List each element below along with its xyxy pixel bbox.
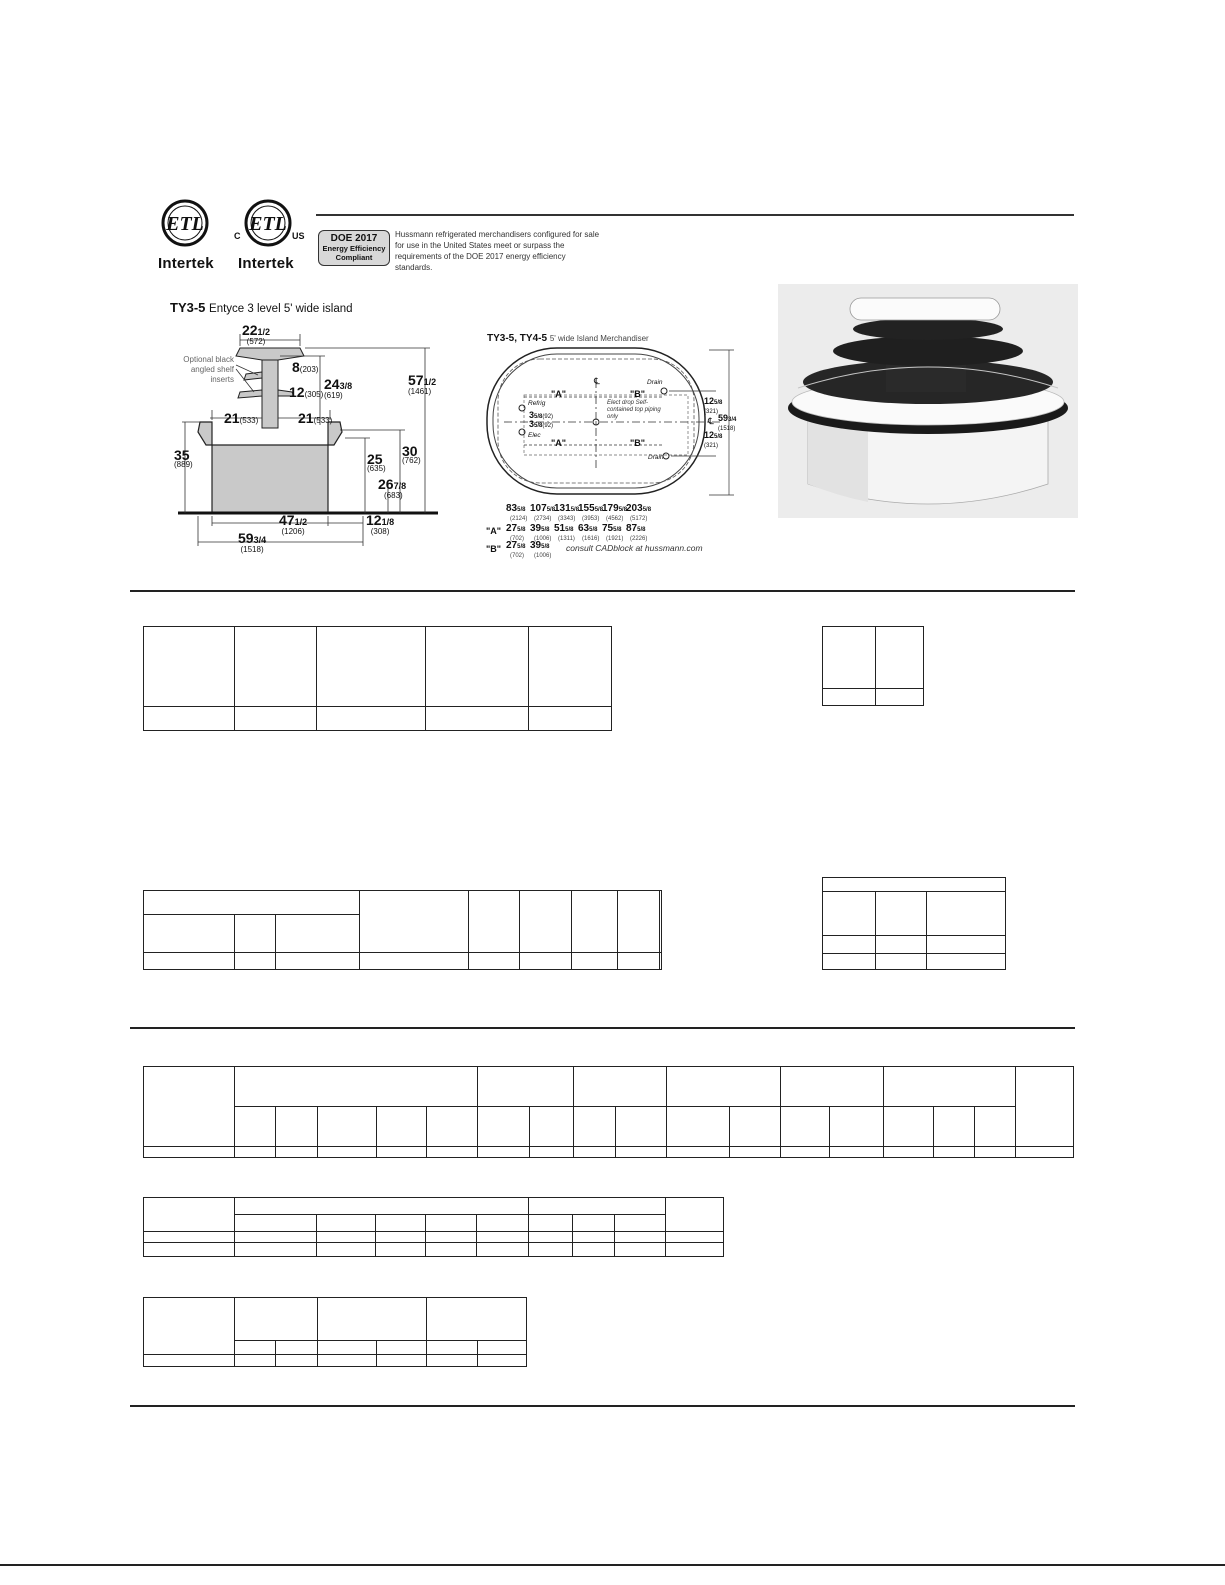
dim-right-shelf: 21(533) bbox=[298, 410, 333, 426]
dim-kick-height: 267/8 (683) bbox=[378, 476, 407, 500]
plan-a-fraction: 5/8 bbox=[565, 527, 574, 533]
plan-subtitle: 5' wide Island Merchandiser bbox=[549, 334, 649, 343]
dim-deck-height: 30 (762) bbox=[402, 443, 421, 465]
spec-table-4 bbox=[822, 877, 1006, 970]
dim-shelf-gap-2: 12(305) bbox=[289, 384, 324, 400]
plan-length-cell bbox=[578, 502, 603, 524]
plan-label-a-top: "A" bbox=[551, 389, 567, 399]
plan-a-fraction: 5/8 bbox=[517, 527, 526, 533]
dim-total-height: 571/2 (1461) bbox=[408, 372, 437, 396]
plan-inner-dim-2: 35/8(92) bbox=[529, 419, 554, 429]
plan-length-value: 155 bbox=[578, 503, 595, 514]
plan-centerline-top: ℄ bbox=[594, 376, 600, 386]
plan-b-cell bbox=[506, 539, 525, 561]
shelf-insert-note: Optional black angled shelf inserts bbox=[183, 355, 234, 384]
plan-label-drain-top: Drain bbox=[647, 379, 663, 386]
plan-lengths-row bbox=[506, 502, 716, 524]
plan-length-metric: (5172) bbox=[630, 516, 648, 522]
plan-a-fraction: 5/8 bbox=[613, 527, 622, 533]
plan-a-value: 75 bbox=[602, 523, 614, 534]
dim-base-width: 471/2 (1206) bbox=[279, 512, 308, 536]
plan-length-fraction: 5/8 bbox=[642, 507, 652, 513]
plan-a-value: 51 bbox=[554, 523, 566, 534]
etl-mark-icon bbox=[158, 198, 213, 250]
plan-inner-dim-1: 35/8(92) bbox=[529, 410, 554, 420]
plan-b-fraction: 5/8 bbox=[541, 544, 550, 550]
c-mark: C bbox=[234, 231, 241, 241]
case-base bbox=[198, 422, 342, 513]
plan-length-metric: (4562) bbox=[606, 516, 624, 522]
c-etl-us-logo bbox=[232, 198, 307, 273]
plan-length-metric: (3953) bbox=[582, 516, 600, 522]
plan-drawing bbox=[484, 345, 744, 505]
plan-a-metric: (1921) bbox=[606, 536, 624, 542]
plan-a-value: 63 bbox=[578, 523, 590, 534]
plan-length-cell bbox=[602, 502, 627, 524]
cad-note: consult CADblock at hussmann.com bbox=[566, 543, 703, 553]
dim-front-height: 25 (635) bbox=[367, 451, 386, 473]
shelf-1 bbox=[244, 372, 262, 380]
dim-base-height: 35 (889) bbox=[174, 447, 193, 469]
plan-a-metric: (702) bbox=[510, 536, 525, 542]
plan-b-cell bbox=[530, 539, 551, 561]
plan-a-metric: (2226) bbox=[630, 536, 648, 542]
plan-a-cell bbox=[602, 522, 623, 544]
spec-table-2 bbox=[822, 626, 924, 706]
profile-title bbox=[170, 300, 353, 315]
plan-a-metric: (1006) bbox=[534, 536, 552, 542]
shelf-2 bbox=[238, 390, 262, 398]
plan-length-cell bbox=[530, 502, 555, 524]
us-mark: US bbox=[292, 231, 305, 241]
plan-length-fraction: 5/8 bbox=[546, 507, 556, 513]
plan-length-cell bbox=[506, 502, 527, 524]
plan-label-drain-bottom: Drain bbox=[648, 454, 664, 461]
dim-top-width: 221/2 (572) bbox=[241, 322, 271, 346]
plan-label-refrig: Refrig bbox=[528, 400, 546, 407]
plan-label-b-bottom: "B" bbox=[630, 438, 646, 448]
center-column bbox=[262, 358, 278, 428]
plan-length-value: 131 bbox=[554, 503, 571, 514]
plan-a-value: 87 bbox=[626, 523, 638, 534]
plan-label-elec: Elec bbox=[528, 432, 541, 439]
plan-length-fraction: 5/8 bbox=[517, 507, 526, 513]
dim-left-shelf: 21(533) bbox=[224, 410, 259, 426]
plan-length-fraction: 5/8 bbox=[618, 507, 628, 513]
dim-shelf-gap-1: 8(203) bbox=[292, 359, 319, 375]
plan-title bbox=[487, 333, 649, 344]
spec-table-6 bbox=[143, 1197, 724, 1257]
plan-a-cell bbox=[626, 522, 647, 544]
doe-statement: Hussmann refrigerated merchandisers configured for sale for use in the United States meet or surpass the requirements of the DOE 2017 energy efficiency standards. bbox=[395, 230, 600, 272]
plan-b-metric: (1006) bbox=[534, 553, 552, 559]
plan-a-fraction: 5/8 bbox=[541, 527, 550, 533]
product-render bbox=[778, 284, 1078, 518]
plan-length-value: 107 bbox=[530, 503, 547, 514]
plan-electric-drop-note: Elect drop Self-contained top piping only bbox=[607, 400, 661, 420]
svg-text:ETL: ETL bbox=[249, 213, 287, 235]
spec-table-1 bbox=[143, 626, 612, 731]
plan-side-dim-2: 593/4 (1518) bbox=[718, 413, 737, 432]
c-etl-us-mark-icon bbox=[232, 198, 307, 250]
spec-table-3 bbox=[143, 890, 662, 970]
plan-a-value: 27 bbox=[506, 523, 518, 534]
intertek-label-1: Intertek bbox=[158, 255, 214, 272]
plan-side-dim-3: 125/8 (321) bbox=[704, 430, 723, 449]
plan-length-value: 203 bbox=[626, 503, 643, 514]
plan-a-fraction: 5/8 bbox=[637, 527, 646, 533]
section-divider-3 bbox=[130, 1405, 1075, 1407]
plan-a-metric: (1311) bbox=[558, 536, 575, 542]
plan-b-value: 27 bbox=[506, 540, 518, 551]
spec-table-7 bbox=[143, 1297, 527, 1367]
plan-length-metric: (2734) bbox=[534, 516, 552, 522]
plan-length-metric: (3343) bbox=[558, 516, 576, 522]
plan-a-value: 39 bbox=[530, 523, 542, 534]
svg-text:ETL: ETL bbox=[166, 213, 204, 235]
section-divider-2 bbox=[130, 1027, 1075, 1029]
dim-overall-width: 593/4 (1518) bbox=[238, 530, 267, 554]
plan-models: TY3-5, TY4-5 bbox=[487, 333, 548, 344]
plan-length-cell bbox=[554, 502, 579, 524]
etl-logo bbox=[158, 198, 213, 273]
doe-badge bbox=[318, 230, 390, 266]
dim-upper-height: 243/8 (619) bbox=[324, 376, 353, 400]
plan-length-metric: (2124) bbox=[510, 516, 528, 522]
plan-length-fraction: 5/8 bbox=[570, 507, 580, 513]
plan-length-cell bbox=[626, 502, 651, 524]
dim-toe: 121/8 (308) bbox=[366, 512, 395, 536]
plan-b-label: "B" bbox=[486, 544, 502, 554]
plan-length-fraction: 5/8 bbox=[594, 507, 604, 513]
doe-badge-compliant: Compliant bbox=[335, 253, 373, 262]
intertek-label-2: Intertek bbox=[238, 255, 294, 272]
plan-b-value: 39 bbox=[530, 540, 542, 551]
page-bottom-rule bbox=[0, 1564, 1225, 1566]
section-divider-1 bbox=[130, 590, 1075, 592]
plan-centerline-right: ℄ bbox=[708, 416, 714, 426]
spec-table-5 bbox=[143, 1066, 1074, 1158]
plan-a-label: "A" bbox=[486, 526, 502, 536]
plan-length-value: 83 bbox=[506, 503, 518, 514]
doe-badge-year: DOE 2017 bbox=[330, 233, 378, 244]
plan-a-fraction: 5/8 bbox=[589, 527, 598, 533]
plan-label-b-top: "B" bbox=[630, 389, 646, 399]
plan-b-fraction: 5/8 bbox=[517, 544, 526, 550]
header-rule bbox=[316, 214, 1074, 216]
plan-label-a-bottom: "A" bbox=[551, 438, 567, 448]
plan-length-value: 179 bbox=[602, 503, 619, 514]
plan-a-metric: (1616) bbox=[582, 536, 600, 542]
plan-b-metric: (702) bbox=[510, 553, 525, 559]
profile-subtitle: Entyce 3 level 5' wide island bbox=[209, 303, 353, 315]
profile-model: TY3-5 bbox=[170, 300, 206, 315]
doe-badge-energy: Energy Efficiency bbox=[322, 244, 386, 253]
plan-side-dim-1: 125/8 (321) bbox=[704, 396, 723, 415]
